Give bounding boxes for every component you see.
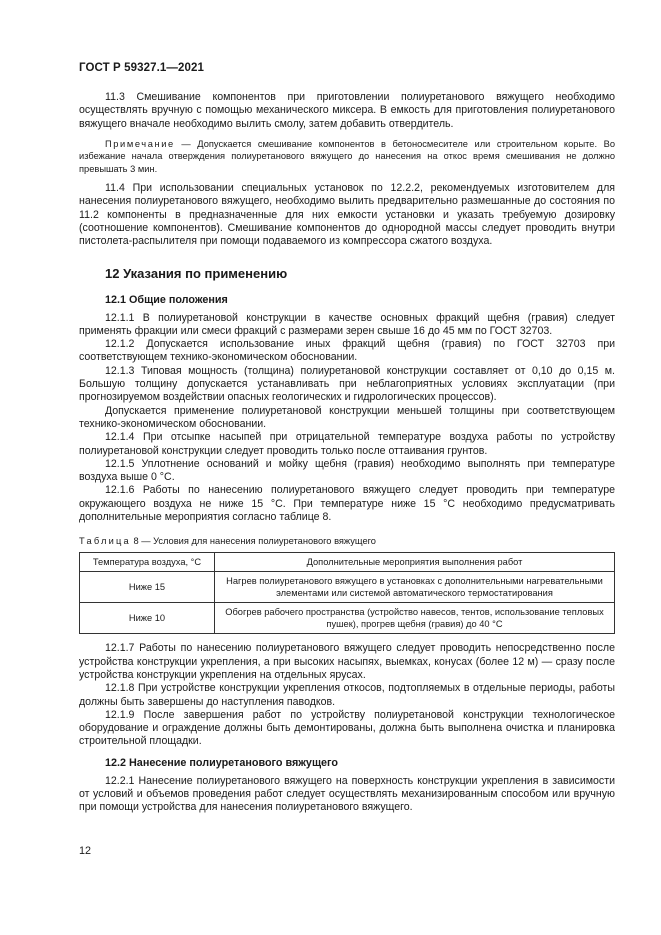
paragraph-12-1-7: 12.1.7 Работы по нанесению полиуретанового вяжущего следует проводить непосредственно после устройства конструкции укрепления, а при высоких насыпях, выемках, конусах (более 12 м) — сразу после устройства конструкции укрепления на отдельных ярусах. bbox=[79, 642, 615, 681]
table-caption-text: 8 — Условия для нанесения полиуретанового вяжущего bbox=[130, 536, 376, 547]
table-8 bbox=[79, 552, 615, 634]
paragraph-12-1-3: 12.1.3 Типовая мощность (толщина) полиуретановой конструкции составляет от 0,10 до 0,15 м. Большую толщину допускается устанавливать при неблагоприятных условиях эксплуатации (при прогнозируемом воздействии опасных геологических и гидрологических процессов). bbox=[79, 364, 615, 404]
column-header-measures: Дополнительные мероприятия выполнения работ bbox=[215, 553, 615, 572]
table-row bbox=[80, 603, 615, 634]
paragraph-11-3: 11.3 Смешивание компонентов при приготовлении полиуретанового вяжущего необходимо осуществлять вручную с помощью механического миксера. В емкость для приготовления полиуретанового вяжущего вначале необходимо вылить смолу, затем добавить отвердитель. bbox=[79, 91, 615, 130]
table-caption-label: Таблица bbox=[79, 536, 131, 547]
document-header: ГОСТ Р 59327.1—2021 bbox=[79, 62, 204, 74]
note-label: Примечание bbox=[105, 138, 175, 149]
paragraph-12-1-9: 12.1.9 После завершения работ по устройству полиуретановой конструкции технологическое оборудование и ограждение должны быть демонтированы, должна быть выполнена очистка и планировка строительной площадки. bbox=[79, 708, 615, 748]
paragraph-12-1-4: 12.1.4 При отсыпке насыпей при отрицательной температуре воздуха работы по устройству полиуретановой конструкции следует проводить только после оттаивания грунтов. bbox=[79, 431, 615, 457]
section-12-2-title: 12.2 Нанесение полиуретанового вяжущего bbox=[105, 756, 339, 769]
table-row bbox=[80, 572, 615, 603]
page-content bbox=[79, 91, 615, 815]
paragraph-12-1-8: 12.1.8 При устройстве конструкции укрепления откосов, подтопляемых в отдельные периоды, работы должны быть завершены до наступления паводков. bbox=[79, 682, 615, 708]
paragraph-12-1-2: 12.1.2 Допускается использование иных фракций щебня (гравия) по ГОСТ 32703 при соответствующем технико-экономическом обосновании. bbox=[79, 338, 615, 364]
paragraph-12-1-5: 12.1.5 Уплотнение оснований и мойку щебня (гравия) необходимо выполнять при температуре воздуха выше 0 °С. bbox=[79, 457, 615, 484]
table-cell-measures: Нагрев полиуретанового вяжущего в установках с дополнительными нагревательными элементами или системой автоматического термостатирования bbox=[215, 572, 615, 603]
table-cell-temperature: Ниже 10 bbox=[80, 603, 215, 634]
table-caption bbox=[79, 536, 615, 546]
section-12-title: 12 Указания по применению bbox=[105, 265, 288, 281]
note-text: — Допускается смешивание компонентов в бетоносмесителе или строительном корыте. Во избежание начала отверждения полиуретанового вяжущего до нанесения на откос время смешивания не должно превышать 3 мин. bbox=[79, 138, 615, 174]
page-number: 12 bbox=[79, 845, 92, 857]
paragraph-12-1-6: 12.1.6 Работы по нанесению полиуретанового вяжущего следует проводить при температуре окружающего воздуха не ниже 15 °С. При температуре ниже 15 °С необходимо предусматривать дополнительные мероприятия согласно таблице 8. bbox=[79, 484, 615, 524]
paragraph-11-4: 11.4 При использовании специальных установок по 12.2.2, рекомендуемых изготовителем для нанесения полиуретанового вяжущего, необходимо вылить предварительно размешанные до состояния по 11.2 компоненты в предназначенные для них емкости установки и указать требуемую дозировку (соотношение компонентов). Смешивание компонентов до однородной массы следует проводить внутри пистолета-распылителя при помощи подаваемого из компрессора сжатого воздуха. bbox=[79, 182, 615, 248]
table-cell-temperature: Ниже 15 bbox=[80, 572, 215, 603]
section-12-1-title: 12.1 Общие положения bbox=[105, 293, 228, 306]
table-header-row bbox=[80, 553, 615, 572]
table-cell-measures: Обогрев рабочего пространства (устройство навесов, тентов, использование тепловых пушек), прогрев щебня (гравия) до 40 °С bbox=[215, 603, 615, 634]
paragraph-12-1-1: 12.1.1 В полиуретановой конструкции в качестве основных фракций щебня (гравия) следует применять фракции или смеси фракций с размерами зерен свыше 16 до 45 мм по ГОСТ 32703. bbox=[79, 311, 615, 337]
paragraph-12-2-1: 12.2.1 Нанесение полиуретанового вяжущего на поверхность конструкции укрепления в зависимости от условий и объемов проведения работ следует осуществлять механизированным способом или вручную при помощи устройства для нанесения полиуретанового вяжущего. bbox=[79, 774, 615, 814]
column-header-temperature: Температура воздуха, °С bbox=[80, 553, 215, 572]
note bbox=[79, 138, 615, 175]
paragraph-12-1-3b: Допускается применение полиуретановой конструкции меньшей толщины при соответствующем технико-экономическом обосновании. bbox=[79, 404, 615, 430]
